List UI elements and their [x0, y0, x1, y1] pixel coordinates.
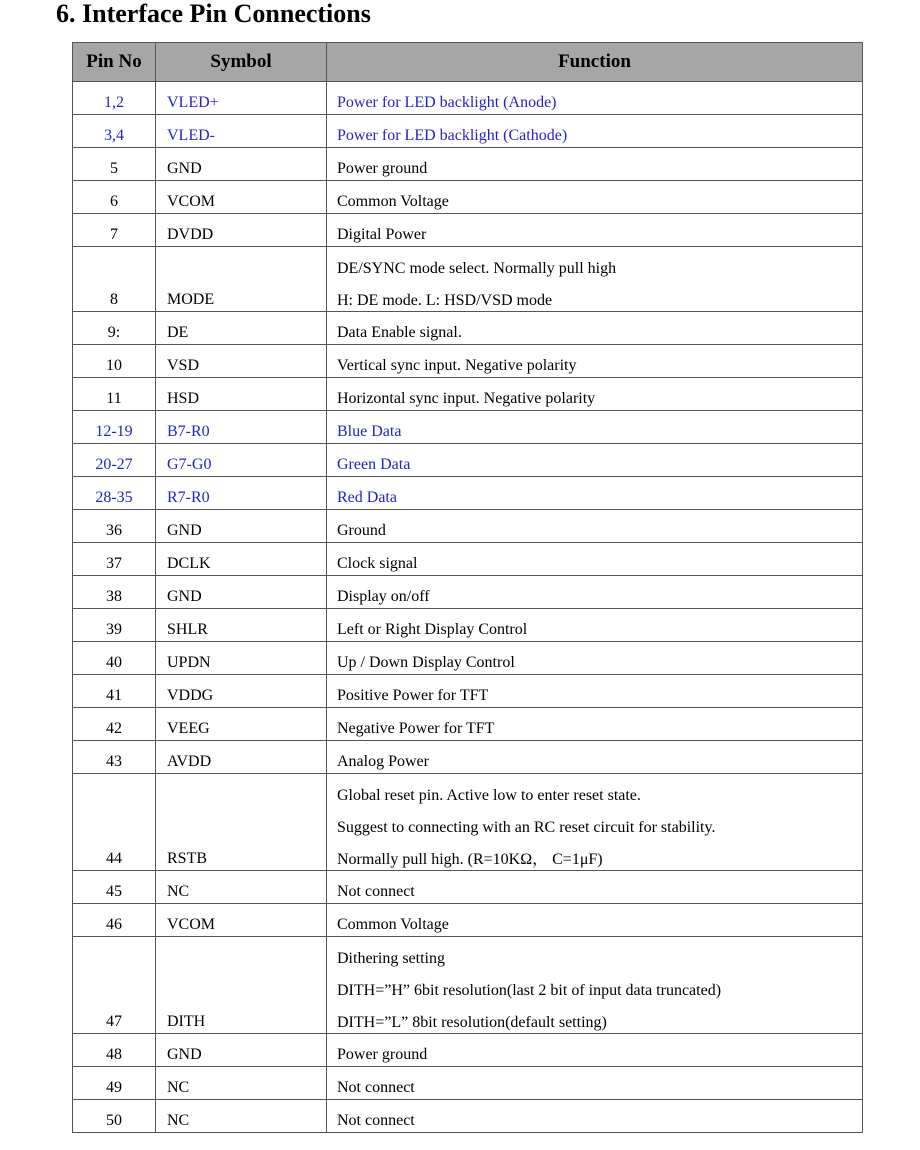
table-row — [73, 411, 863, 444]
table-row — [73, 609, 863, 642]
pin-symbol: VCOM — [167, 193, 216, 210]
function-cell — [327, 576, 863, 609]
pin-number: 10 — [106, 357, 122, 374]
pin-number-cell — [73, 148, 156, 181]
symbol-cell — [156, 148, 327, 181]
pin-number-cell — [73, 312, 156, 345]
pin-symbol: GND — [167, 1046, 202, 1063]
pin-number-cell — [73, 543, 156, 576]
header-function: Function — [327, 43, 863, 82]
pin-table — [72, 42, 863, 1133]
pin-number: 40 — [106, 654, 122, 671]
header-pin-no: Pin No — [73, 43, 156, 82]
pin-symbol: GND — [167, 522, 202, 539]
table-row — [73, 642, 863, 675]
symbol-cell — [156, 181, 327, 214]
pin-number: 42 — [106, 720, 122, 737]
pin-symbol: DVDD — [167, 226, 214, 243]
symbol-cell — [156, 312, 327, 345]
symbol-cell — [156, 345, 327, 378]
symbol-cell — [156, 609, 327, 642]
pin-symbol: GND — [167, 588, 202, 605]
function-text: Not connect — [337, 883, 415, 900]
function-cell — [327, 708, 863, 741]
function-cell — [327, 148, 863, 181]
function-text: Clock signal — [337, 555, 418, 572]
pin-number-cell — [73, 82, 156, 115]
pin-symbol: NC — [167, 883, 190, 900]
pin-number-cell — [73, 1067, 156, 1100]
pin-symbol: UPDN — [167, 654, 211, 671]
function-text: DE/SYNC mode select. Normally pull high — [337, 260, 617, 277]
pin-number: 11 — [106, 390, 122, 407]
function-text: Power ground — [337, 1046, 428, 1063]
function-cell — [327, 642, 863, 675]
pin-symbol: SHLR — [167, 621, 208, 638]
symbol-cell — [156, 247, 327, 312]
function-cell — [327, 1067, 863, 1100]
pin-number: 43 — [106, 753, 122, 770]
symbol-cell — [156, 477, 327, 510]
table-row — [73, 1067, 863, 1100]
pin-number: 37 — [106, 555, 122, 572]
pin-number-cell — [73, 741, 156, 774]
pin-symbol: DITH — [167, 1013, 206, 1030]
symbol-cell — [156, 1067, 327, 1100]
symbol-cell — [156, 378, 327, 411]
section-title: 6. Interface Pin Connections — [56, 0, 371, 28]
function-text: Blue Data — [337, 423, 402, 440]
table-row — [73, 1034, 863, 1067]
pin-number-cell — [73, 576, 156, 609]
function-cell — [327, 214, 863, 247]
function-text: Global reset pin. Active low to enter reset state. — [337, 787, 641, 804]
function-text: H: DE mode. L: HSD/VSD mode — [337, 292, 553, 309]
pin-symbol: HSD — [167, 390, 200, 407]
pin-symbol: VCOM — [167, 916, 216, 933]
pin-symbol: DCLK — [167, 555, 211, 572]
symbol-cell — [156, 576, 327, 609]
function-text: DITH=”L” 8bit resolution(default setting) — [337, 1014, 607, 1031]
function-cell — [327, 378, 863, 411]
pin-number: 44 — [106, 850, 122, 867]
table-row — [73, 214, 863, 247]
table-row — [73, 543, 863, 576]
symbol-cell — [156, 411, 327, 444]
table-row — [73, 510, 863, 543]
function-cell — [327, 181, 863, 214]
function-cell — [327, 871, 863, 904]
pin-number-cell — [73, 510, 156, 543]
table-row — [73, 576, 863, 609]
function-cell — [327, 904, 863, 937]
symbol-cell — [156, 675, 327, 708]
table-row — [73, 148, 863, 181]
function-text: Red Data — [337, 489, 397, 506]
table-row — [73, 1100, 863, 1133]
function-cell — [327, 411, 863, 444]
pin-number-cell — [73, 1034, 156, 1067]
function-cell — [327, 774, 863, 871]
pin-number: 49 — [106, 1079, 122, 1096]
pin-number-cell — [73, 181, 156, 214]
symbol-cell — [156, 871, 327, 904]
pin-number: 47 — [106, 1013, 122, 1030]
symbol-cell — [156, 642, 327, 675]
function-text: Negative Power for TFT — [337, 720, 495, 737]
function-cell — [327, 444, 863, 477]
function-cell — [327, 345, 863, 378]
function-text: DITH=”H” 6bit resolution(last 2 bit of input data truncated) — [337, 982, 722, 999]
function-text: Common Voltage — [337, 916, 449, 933]
pin-number: 48 — [106, 1046, 122, 1063]
table-row — [73, 345, 863, 378]
symbol-cell — [156, 115, 327, 148]
function-cell — [327, 543, 863, 576]
pin-number-cell — [73, 774, 156, 871]
pin-symbol: VSD — [167, 357, 200, 374]
pin-number: 8 — [110, 291, 118, 308]
function-text: Up / Down Display Control — [337, 654, 515, 671]
pin-number: 38 — [106, 588, 122, 605]
symbol-cell — [156, 82, 327, 115]
pin-number: 1,2 — [104, 94, 124, 111]
pin-symbol: NC — [167, 1079, 190, 1096]
pin-number-cell — [73, 708, 156, 741]
function-text: Positive Power for TFT — [337, 687, 489, 704]
pin-rows — [73, 82, 863, 1133]
pin-symbol: B7-R0 — [167, 423, 210, 440]
table-row — [73, 871, 863, 904]
function-text: Ground — [337, 522, 386, 539]
table-row — [73, 378, 863, 411]
pin-number-cell — [73, 444, 156, 477]
symbol-cell — [156, 741, 327, 774]
function-text: Analog Power — [337, 753, 429, 770]
symbol-cell — [156, 543, 327, 576]
function-text: Dithering setting — [337, 950, 445, 967]
function-cell — [327, 741, 863, 774]
function-cell — [327, 1100, 863, 1133]
function-text: Display on/off — [337, 588, 430, 605]
pin-symbol: VEEG — [167, 720, 210, 737]
pin-number: 45 — [106, 883, 122, 900]
pin-number: 3,4 — [104, 127, 124, 144]
table-row — [73, 181, 863, 214]
table-row — [73, 774, 863, 871]
symbol-cell — [156, 937, 327, 1034]
pin-number-cell — [73, 937, 156, 1034]
function-text: Power ground — [337, 160, 428, 177]
pin-symbol: GND — [167, 160, 202, 177]
header-row — [73, 43, 863, 82]
symbol-cell — [156, 774, 327, 871]
table-row — [73, 708, 863, 741]
function-text: Not connect — [337, 1079, 415, 1096]
pin-number: 5 — [110, 160, 118, 177]
function-cell — [327, 609, 863, 642]
function-text: Normally pull high. (R=10KΩ， C=1μF) — [337, 851, 603, 868]
table-row — [73, 115, 863, 148]
pin-symbol: VLED- — [167, 127, 215, 144]
pin-number: 6 — [110, 193, 118, 210]
function-cell — [327, 510, 863, 543]
pin-number: 7 — [110, 226, 118, 243]
pin-number: 50 — [106, 1112, 122, 1129]
table-row — [73, 444, 863, 477]
pin-number-cell — [73, 904, 156, 937]
function-cell — [327, 312, 863, 345]
pin-number: 39 — [106, 621, 122, 638]
symbol-cell — [156, 214, 327, 247]
pin-number-cell — [73, 642, 156, 675]
table-row — [73, 937, 863, 1034]
pin-symbol: VDDG — [167, 687, 214, 704]
symbol-cell — [156, 444, 327, 477]
pin-symbol: G7-G0 — [167, 456, 212, 473]
pin-number-cell — [73, 247, 156, 312]
symbol-cell — [156, 708, 327, 741]
pin-number: 46 — [106, 916, 122, 933]
function-text: Left or Right Display Control — [337, 621, 528, 638]
pin-number: 28-35 — [95, 489, 133, 506]
function-text: Horizontal sync input. Negative polarity — [337, 390, 596, 407]
function-cell — [327, 675, 863, 708]
pin-number-cell — [73, 345, 156, 378]
pin-symbol: VLED+ — [167, 94, 219, 111]
header-symbol: Symbol — [156, 43, 327, 82]
function-text: Suggest to connecting with an RC reset circuit for stability. — [337, 819, 716, 836]
function-cell — [327, 115, 863, 148]
pin-number-cell — [73, 871, 156, 904]
pin-symbol: NC — [167, 1112, 190, 1129]
pin-number: 12-19 — [95, 423, 133, 440]
function-cell — [327, 477, 863, 510]
table-row — [73, 477, 863, 510]
pin-number-cell — [73, 609, 156, 642]
function-cell — [327, 937, 863, 1034]
pin-symbol: DE — [167, 324, 189, 341]
function-text: Power for LED backlight (Cathode) — [337, 127, 568, 144]
function-text: Power for LED backlight (Anode) — [337, 94, 557, 111]
table-row — [73, 675, 863, 708]
function-cell — [327, 82, 863, 115]
pin-number-cell — [73, 477, 156, 510]
pin-number: 41 — [106, 687, 122, 704]
function-text: Common Voltage — [337, 193, 449, 210]
pin-number: 9: — [107, 324, 121, 341]
function-text: Digital Power — [337, 226, 427, 243]
table-row — [73, 247, 863, 312]
pin-number-cell — [73, 675, 156, 708]
pin-number-cell — [73, 411, 156, 444]
pin-number: 20-27 — [95, 456, 133, 473]
function-text: Vertical sync input. Negative polarity — [337, 357, 577, 374]
function-text: Not connect — [337, 1112, 415, 1129]
function-text: Data Enable signal. — [337, 324, 462, 341]
symbol-cell — [156, 1100, 327, 1133]
pin-symbol: R7-R0 — [167, 489, 210, 506]
function-cell — [327, 1034, 863, 1067]
table-row — [73, 82, 863, 115]
pin-number-cell — [73, 214, 156, 247]
pin-number: 36 — [106, 522, 122, 539]
symbol-cell — [156, 1034, 327, 1067]
pin-symbol: RSTB — [167, 850, 208, 867]
pin-number-cell — [73, 1100, 156, 1133]
pin-number-cell — [73, 378, 156, 411]
symbol-cell — [156, 510, 327, 543]
function-text: Green Data — [337, 456, 411, 473]
pin-symbol: AVDD — [167, 753, 212, 770]
pin-symbol: MODE — [167, 291, 215, 308]
table-row — [73, 312, 863, 345]
function-cell — [327, 247, 863, 312]
table-row — [73, 904, 863, 937]
symbol-cell — [156, 904, 327, 937]
table-row — [73, 741, 863, 774]
pin-number-cell — [73, 115, 156, 148]
